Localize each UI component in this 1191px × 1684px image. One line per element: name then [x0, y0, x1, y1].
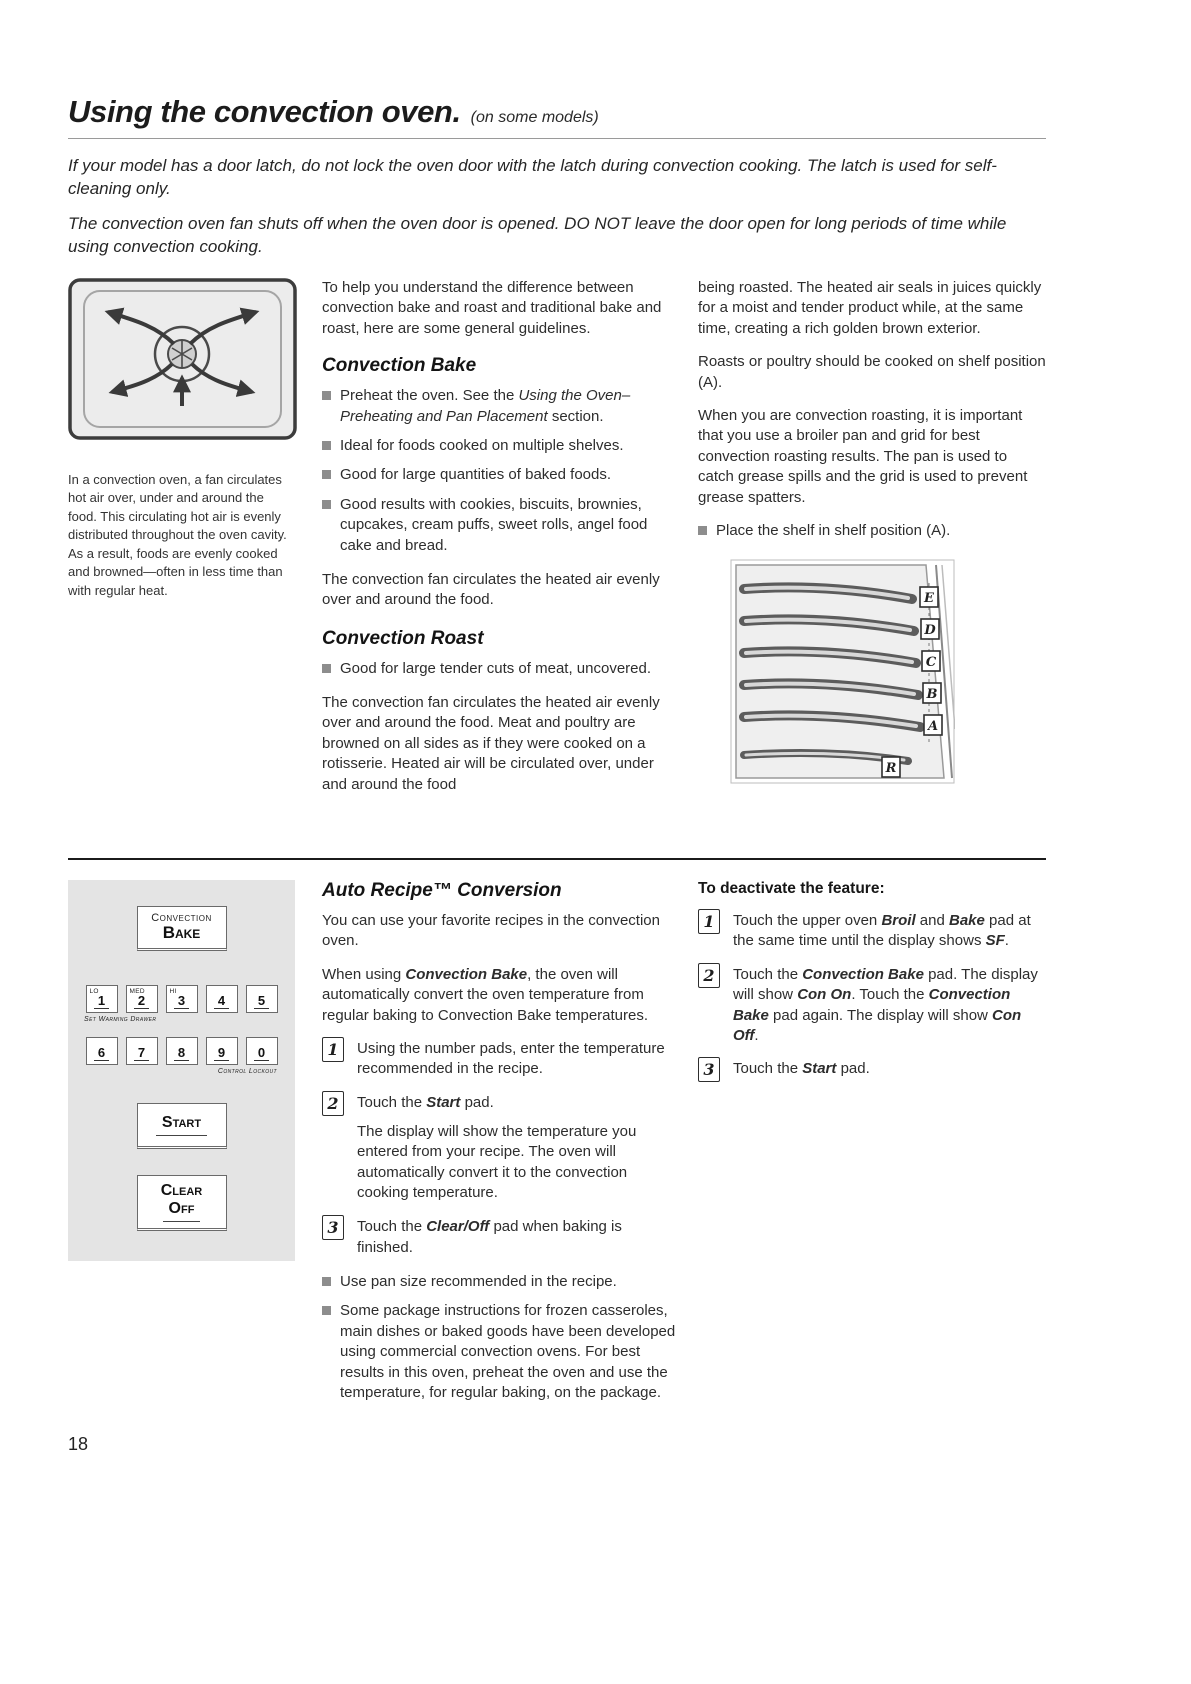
key-number: 1	[94, 994, 109, 1009]
bullet-square-icon	[322, 470, 331, 479]
step-1	[322, 1037, 678, 1080]
svg-text:B: B	[926, 687, 938, 703]
page-title	[68, 94, 1046, 130]
clear-off-key-label-2: Off	[163, 1200, 201, 1221]
start-key-label: Start	[156, 1114, 207, 1135]
step-number-box: 1	[698, 909, 720, 934]
convection-bake-heading: Convection Bake	[322, 355, 477, 377]
convection-guidelines-column	[322, 278, 678, 795]
page-number: 18	[68, 1434, 89, 1454]
page-title-text: Using the convection oven.	[68, 94, 461, 129]
section-divider	[68, 858, 1046, 860]
auto-recipe-paragraph-1: You can use your favorite recipes in the convection oven.	[322, 912, 660, 950]
svg-text:C: C	[925, 655, 937, 671]
start-key	[137, 1103, 227, 1149]
step-text: Touch the Start pad.	[357, 1093, 494, 1111]
rack-label-R	[882, 757, 900, 777]
list-item	[322, 465, 678, 485]
page-header	[68, 94, 1046, 258]
roasting-details-column	[698, 278, 1046, 795]
bullet-text: Good for large tender cuts of meat, uncovered.	[340, 659, 652, 677]
key-number: 6	[94, 1046, 109, 1061]
number-key-7	[126, 1037, 158, 1065]
rack-label-A	[924, 715, 942, 735]
key-number: 3	[174, 994, 189, 1009]
convection-bake-key	[137, 906, 227, 951]
control-lockout-note: Control Lockout	[217, 1067, 277, 1075]
key-sub-label: HI	[169, 987, 177, 995]
intro-block	[68, 155, 1046, 258]
list-item	[322, 1301, 678, 1403]
list-item	[322, 659, 678, 679]
bullet-text: Some package instructions for frozen casseroles, main dishes or baked goods have been developed using commercial convection ovens. For best results in this oven, preheat the oven and use the temperature, for regular baking, on the package.	[340, 1302, 676, 1402]
fan-figure-caption: In a convection oven, a fan circulates hot air over, under and around the food. This circulating hot air is evenly distributed throughout the oven cavity. As a result, foods are evenly cooked and browned—often in less time than with regular heat.	[68, 472, 287, 598]
deactivate-column	[698, 880, 1046, 1412]
set-warming-drawer-note: Set Warming Drawer	[84, 1015, 157, 1023]
step-text: Using the number pads, enter the temperature recommended in the recipe.	[357, 1039, 665, 1078]
step-text: Touch the Convection Bake pad. The display will show Con On. Touch the Convection Bake pad again. The display will show Con Off.	[733, 965, 1038, 1044]
step-number-box: 2	[322, 1091, 344, 1116]
step-text: Touch the Clear/Off pad when baking is finished.	[357, 1218, 622, 1256]
list-item	[322, 436, 678, 456]
svg-text:A: A	[927, 719, 939, 735]
number-key-9	[206, 1037, 238, 1065]
number-key-0	[246, 1037, 278, 1065]
rack-label-B	[923, 683, 941, 703]
roast-closing-paragraph: The convection fan circulates the heated air evenly over and around the food. Meat and poultry are browned on all sides as if they were cooked on a rotisserie. Heated air will be circulated over, under and around the food	[322, 694, 660, 793]
rack-label-E	[920, 587, 938, 607]
rack-label-C	[922, 651, 940, 671]
bullet-square-icon	[322, 1277, 331, 1286]
step-number-box: 3	[698, 1057, 720, 1082]
fan-figure-column	[68, 278, 297, 795]
number-key-5	[246, 985, 278, 1013]
step-number-box: 3	[322, 1215, 344, 1240]
convection-bake-key-label-2: Bake	[162, 923, 201, 942]
bullet-text: Good for large quantities of baked foods.	[340, 466, 612, 484]
convection-overview-section	[68, 278, 1046, 795]
auto-recipe-paragraph-2: When using Convection Bake, the oven will automatically convert the oven temperature from regular baking to Convection Bake temperatures.	[322, 965, 649, 1024]
list-item	[322, 386, 678, 427]
bullet-square-icon	[322, 664, 331, 673]
key-number: 7	[134, 1046, 149, 1061]
key-sub-label: LO	[89, 987, 99, 995]
bullet-text: Place the shelf in shelf position (A).	[716, 521, 951, 539]
step-2-detail: The display will show the temperature you entered from your recipe. The oven will automatically convert it to the convection cooking temperature.	[357, 1122, 637, 1201]
auto-recipe-section	[68, 880, 1046, 1412]
auto-recipe-column	[322, 880, 678, 1412]
svg-text:R: R	[885, 761, 897, 777]
bullet-square-icon	[322, 441, 331, 450]
key-number: 0	[254, 1046, 269, 1061]
key-sub-label: MED	[129, 987, 145, 995]
rack-label-D	[921, 619, 939, 639]
title-rule	[68, 138, 1046, 139]
step-number-box: 2	[698, 963, 720, 988]
broiler-pan-paragraph: When you are convection roasting, it is important that you use a broiler pan and grid for best convection roasting results. The pan is used to catch grease spills and the grid is used to prevent grease spatters.	[698, 406, 1028, 506]
bullet-text: Ideal for foods cooked on multiple shelves.	[340, 436, 624, 454]
bullet-square-icon	[698, 526, 707, 535]
deactivate-heading: To deactivate the feature:	[698, 880, 885, 897]
key-number: 9	[214, 1046, 229, 1061]
deactivate-step-3	[698, 1057, 1046, 1082]
overview-paragraph: To help you understand the difference between convection bake and roast and traditional bake and roast, here are some general guidelines.	[322, 279, 662, 337]
number-key-8	[166, 1037, 198, 1065]
intro-paragraph-2: The convection oven fan shuts off when the oven door is opened. DO NOT leave the door open for long periods of time while using convection cooking.	[68, 214, 1007, 256]
shelf-position-paragraph: Roasts or poultry should be cooked on shelf position (A).	[698, 353, 1046, 391]
key-number: 2	[134, 994, 149, 1009]
bullet-square-icon	[322, 500, 331, 509]
bullet-text: Preheat the oven. See the Using the Oven–Preheating and Pan Placement section.	[340, 387, 631, 425]
bullet-square-icon	[322, 391, 331, 400]
list-item	[322, 1272, 678, 1292]
step-text: Touch the upper oven Broil and Bake pad at the same time until the display shows SF.	[733, 912, 1031, 950]
number-key-2	[126, 985, 158, 1013]
bake-closing-paragraph: The convection fan circulates the heated air evenly over and around the food.	[322, 570, 660, 609]
shelf-rack-illustration	[730, 559, 955, 784]
page-title-suffix: (on some models)	[470, 109, 599, 126]
bullet-square-icon	[322, 1306, 331, 1315]
list-item	[698, 521, 1046, 541]
control-panel-column	[68, 880, 297, 1412]
number-key-1	[86, 985, 118, 1013]
bullet-text: Use pan size recommended in the recipe.	[340, 1273, 617, 1291]
step-text: Touch the Start pad.	[733, 1060, 870, 1078]
svg-text:D: D	[924, 623, 936, 639]
number-key-3	[166, 985, 198, 1013]
key-number: 4	[214, 994, 229, 1009]
number-key-6	[86, 1037, 118, 1065]
roast-continuation-paragraph: being roasted. The heated air seals in juices quickly for a moist and tender product while, at the same time, creating a rich golden brown exterior.	[698, 279, 1042, 337]
clear-off-key-label-1: Clear	[160, 1181, 203, 1199]
number-pad-row-1	[86, 985, 278, 1013]
convection-bake-key-label-1: Convection	[151, 912, 212, 924]
auto-recipe-heading: Auto Recipe™ Conversion	[322, 880, 562, 901]
convection-roast-heading: Convection Roast	[322, 627, 484, 649]
list-item	[322, 495, 678, 556]
deactivate-step-1	[698, 909, 1046, 952]
step-2	[322, 1091, 678, 1116]
number-pad-row-2	[86, 1037, 278, 1065]
key-number: 5	[254, 994, 269, 1009]
step-number-box: 1	[322, 1037, 344, 1062]
convection-fan-illustration	[68, 278, 297, 440]
shelf-position-figure	[730, 559, 1046, 789]
key-number: 8	[174, 1046, 189, 1061]
clear-off-key	[137, 1175, 227, 1231]
bullet-text: Good results with cookies, biscuits, brownies, cupcakes, cream puffs, sweet rolls, angel food cake and bread.	[340, 495, 648, 554]
svg-text:E: E	[924, 591, 934, 607]
control-panel-figure	[68, 880, 295, 1261]
step-3	[322, 1215, 678, 1258]
intro-paragraph-1: If your model has a door latch, do not lock the oven door with the latch during convection cooking. The latch is used for self-cleaning only.	[68, 156, 997, 198]
number-key-4	[206, 985, 238, 1013]
deactivate-step-2	[698, 963, 1046, 1047]
